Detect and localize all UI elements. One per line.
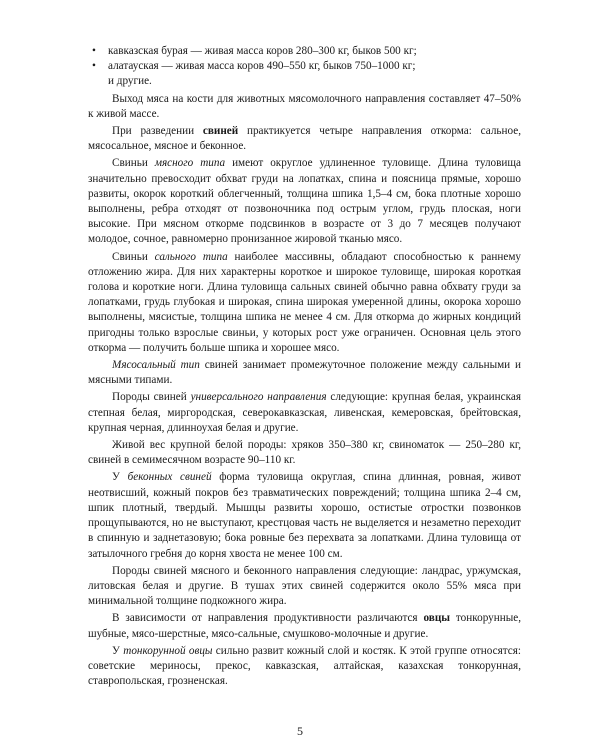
paragraph	[88, 358, 521, 388]
list-item: • кавказская бурая — живая масса коров 280–300 кг, быков 500 кг;	[88, 44, 521, 59]
text-run: имеют округлое удлиненное туловище. Длина туловища значительно превосходит обхват груди на лопатках, спина и поясница прямые, хорошо развиты, окорок короткий облегченный, толщина шпика 1,5–4 см, бока плотные хорошо выполнены, ребра отходят от позвоночника под острым углом, грудь плоская, ноги высокие. При мясном откорме подсвинков в возрасте от 3 до 7 месяцев получают молодое, сочное, равномерно пронизанное жировой тканью мясо.	[88, 157, 521, 246]
paragraph	[88, 156, 521, 247]
italic-term: беконных свиней	[127, 471, 212, 484]
text-run: форма туловища округлая, спина длинная, ровная, живот неотвисший, кожный покров без травматических повреждений; толщина шпика 2–4 см, шпик плотный, твердый. Мышцы развиты хорошо, остистые отростки позвонков прощупываются, но не выступают, крестцовая часть не выделяется и незаметно переходит в спинную и заднетазовую; бока ровные без перехвата за лопатками. Длина туловища от затылочного гребня до корня хвоста не менее 100 см.	[88, 471, 521, 560]
breed-list	[88, 44, 521, 90]
italic-term: универсального направления	[190, 391, 327, 404]
italic-term: мясного типа	[154, 157, 226, 170]
text-run: свиней занимает промежуточное положение между сальными и мясными типами.	[88, 359, 521, 387]
text-run: Породы свиней	[112, 391, 191, 404]
paragraph: Породы свиней мясного и беконного направления следующие: ландрас, уржумская, литовская белая и другие. В тушах этих свиней содержится около 55% мяса при минимальной толщине подкожного жира.	[88, 564, 521, 608]
text-run: У	[112, 644, 124, 657]
bold-term: свиней	[202, 125, 239, 138]
text-run: наиболее массивны, обладают способностью к раннему отложению жира. Для них характерны короткое и широкое туловище, широкая короткая голова и короткие ноги. Длина туловища сальных свиней обычно равна обхвату груди за лопатками, грудь глубокая и широкая, спина широкая умеренной длины, окорока хорошо выполнены, мясистые, толщина шпика не менее 4 см. Для откорма до жирных кондиций пригодны только взрослые свиньи, у которых рост уже ограничен. Основная цель этого откорма — получить больше шпика и хорошее мясо.	[88, 250, 521, 354]
paragraph	[88, 124, 521, 154]
paragraph	[88, 611, 521, 641]
text-run: В зависимости от направления продуктивности различаются	[112, 612, 424, 625]
list-item: • алатауская — живая масса коров 490–550 кг, быков 750–1000 кг;	[88, 59, 521, 74]
paragraph	[88, 390, 521, 436]
text-run: практикуется четыре направления откорма: сальное, мясосальное, мясное и беконное.	[88, 125, 522, 153]
text-run: сильно развит кожный слой и костяк. К этой группе относятся: советские мериносы, прекос, кавказская, алтайская, казахская тонкорунная, ставропольская, грозненская.	[88, 644, 522, 688]
text-run: При разведении	[112, 125, 203, 138]
text-run: следующие: крупная белая, украинская степная белая, миргородская, северокавказская, ливенская, кемеровская, брейтовская, крупная черная, длинноухая белая и другие.	[88, 391, 521, 434]
text-run: Свиньи	[112, 250, 155, 263]
italic-term: сального типа	[154, 250, 228, 263]
bold-term: овцы	[423, 612, 451, 625]
paragraph	[88, 250, 521, 356]
page-body	[88, 44, 521, 689]
italic-term: Мясосальный тип	[112, 359, 200, 372]
paragraph	[88, 644, 521, 690]
text-run: Свиньи	[112, 157, 155, 170]
list-item: и другие.	[108, 75, 152, 88]
text-run: тонкорунные, шубные, мясо-шерстные, мясо-сальные, смушково-молочные и другие.	[88, 612, 521, 640]
paragraph: Живой вес крупной белой породы: хряков 350–380 кг, свиноматок — 250–280 кг, свиней в семимесячном возрасте 90–110 кг.	[88, 439, 521, 467]
page-number: 5	[297, 724, 303, 738]
paragraph	[88, 470, 521, 561]
italic-term: тонкорунной овцы	[123, 644, 213, 657]
paragraph: Выход мяса на кости для животных мясомолочного направления составляет 47–50% к живой массе.	[88, 92, 521, 120]
text-run: У	[112, 471, 128, 484]
